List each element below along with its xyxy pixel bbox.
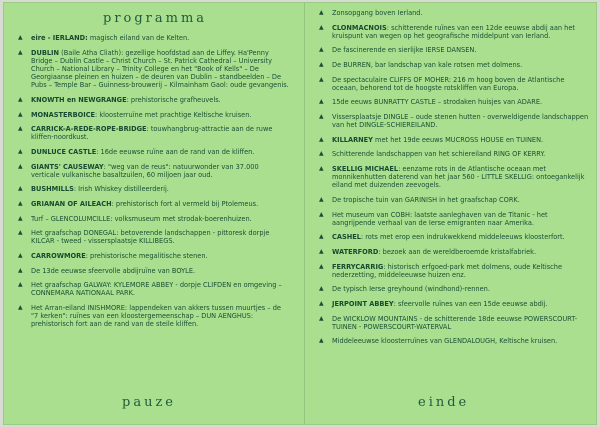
triangle-bullet-icon: ▲	[18, 48, 23, 56]
item-text: De 13de eeuwse sfeervolle abdijruïne van BOYLE.	[31, 266, 196, 275]
item-text: : prehistorische grafheuvels.	[126, 96, 221, 104]
item-text: De BURREN, bar landschap van kale rotsen met dolmens.	[332, 60, 523, 69]
item-text: Het museum van COBH: laatste aanleghaven van de Titanic - het aangrijpende verhaal van de Ierse emigranten naar Amerika.	[332, 210, 548, 227]
program-item	[17, 148, 289, 156]
item-text: Het Arran-eiland INISHMORE: lappendeken van akkers tussen muurtjes – de "7 kerken": ruïnes van een kloostergemeenschap – DUN AENGHUS: prehistorisch fort aan de rand van de steile kliffen.	[31, 303, 281, 329]
triangle-bullet-icon: ▲	[319, 150, 324, 158]
program-item	[318, 150, 590, 158]
item-text: magisch eiland van de Kelten.	[87, 34, 190, 42]
item-label: GIANTS' CAUSEWAY	[31, 162, 104, 171]
triangle-bullet-icon: ▲	[18, 199, 23, 207]
program-item	[17, 163, 289, 179]
item-label: GRIANAN OF AILEACH	[31, 199, 112, 208]
triangle-bullet-icon: ▲	[18, 185, 23, 193]
program-sheet	[3, 2, 597, 425]
left-item-list	[17, 34, 289, 329]
program-item	[318, 315, 590, 331]
item-text: Vissersplaatsje DINGLE – oude stenen hutten - overweldigende landschappen van het DINGLE-SCHIEREILAND.	[332, 112, 589, 130]
program-item	[17, 252, 289, 260]
item-text: De WICKLOW MOUNTAINS - de schitterende 18de eeuwse POWERSCOURT-TUINEN - POWERSCOURT-WATERVAL	[332, 314, 578, 331]
program-item	[17, 185, 289, 193]
program-item	[17, 96, 289, 104]
program-item	[318, 285, 590, 293]
item-text: Turf – GLENCOLUMCILLE: volksmuseum met strodak-boerenhuizen.	[31, 214, 252, 223]
program-heading: programma	[103, 11, 208, 26]
program-item	[17, 200, 289, 208]
item-label: FERRYCARRIG	[332, 262, 384, 271]
triangle-bullet-icon: ▲	[18, 96, 23, 103]
triangle-bullet-icon: ▲	[319, 299, 324, 307]
item-text: Schitterende landschappen van het schiereiland RING OF KERRY.	[332, 150, 546, 159]
program-item	[318, 113, 590, 129]
item-label: KILLARNEY	[332, 135, 373, 144]
item-text: : eenzame rots in de Atlantische oceaan met monnikenhutten daterend van het jaar 560 - LITTLE SKELLIG: ontoegankelijk eiland met duizenden zeevogels.	[332, 164, 585, 190]
item-text: : rots met erop een indrukwekkend middeleeuws kloosterfort.	[360, 233, 565, 242]
pause-label: pauze	[122, 395, 176, 410]
program-item	[17, 34, 289, 42]
item-label: SKELLIG MICHAEL	[332, 164, 399, 173]
program-item	[17, 49, 289, 90]
program-item	[17, 267, 289, 275]
triangle-bullet-icon: ▲	[319, 337, 324, 345]
item-label: CASHEL	[332, 233, 361, 242]
item-text: : sfeervolle ruïnes van een 15de eeuwse abdij.	[393, 299, 548, 308]
program-item	[318, 248, 590, 256]
program-item	[17, 229, 289, 245]
right-item-list	[318, 9, 590, 346]
triangle-bullet-icon: ▲	[319, 60, 324, 68]
triangle-bullet-icon: ▲	[319, 285, 324, 293]
program-item	[318, 136, 590, 144]
item-text: : bezoek aan de wereldberoemde kristalfabriek.	[378, 247, 537, 256]
triangle-bullet-icon: ▲	[319, 112, 324, 120]
program-item	[17, 125, 289, 141]
item-label: KNOWTH en NEWGRANGE	[31, 96, 127, 104]
program-item	[318, 233, 590, 241]
item-label: BUSHMILLS	[31, 185, 74, 194]
triangle-bullet-icon: ▲	[18, 125, 23, 133]
triangle-bullet-icon: ▲	[18, 147, 23, 155]
triangle-bullet-icon: ▲	[319, 23, 324, 31]
item-text: De tropische tuin van GARINISH in het graafschap CORK.	[332, 195, 520, 204]
triangle-bullet-icon: ▲	[18, 110, 23, 118]
item-text: 15de eeuws BUNRATTY CASTLE – strodaken huisjes van ADARE.	[332, 98, 543, 107]
program-item	[318, 76, 590, 92]
item-text: : Irish Whiskey distilleerderij.	[73, 185, 169, 194]
item-text: De typisch Ierse greyhound (windhond)-rennen.	[332, 285, 490, 294]
program-item	[318, 9, 590, 17]
triangle-bullet-icon: ▲	[18, 214, 23, 222]
triangle-bullet-icon: ▲	[319, 262, 324, 270]
item-text: : prehistorisch fort al vermeld bij Ptolemeus.	[111, 199, 259, 208]
program-item	[17, 304, 289, 329]
item-text: : "weg van de reus": natuurwonder van 37.000 verticale vulkanische basaltzuilen, 60 miljoen jaar oud.	[31, 162, 259, 179]
triangle-bullet-icon: ▲	[18, 251, 23, 259]
program-item	[17, 111, 289, 119]
end-label: einde	[418, 395, 470, 410]
program-item	[318, 61, 590, 69]
item-text: Het graafschap GALWAY: KYLEMORE ABBEY - dorpje CLIFDEN en omgeving – CONNEMARA NATIONAAL PARK.	[31, 281, 282, 298]
item-text: Zonsopgang boven Ierland.	[332, 9, 423, 17]
item-label: eire - IERLAND:	[31, 34, 88, 42]
item-label: JERPOINT ABBEY	[332, 299, 394, 308]
program-item	[318, 300, 590, 308]
triangle-bullet-icon: ▲	[319, 9, 324, 16]
program-item	[318, 46, 590, 54]
item-label: CARRICK-A-REDE-ROPE-BRIDGE	[31, 125, 147, 134]
triangle-bullet-icon: ▲	[18, 303, 23, 311]
program-item	[318, 165, 590, 190]
triangle-bullet-icon: ▲	[18, 162, 23, 170]
triangle-bullet-icon: ▲	[319, 314, 324, 322]
item-text: De fascinerende en sierlijke IERSE DANSEN.	[332, 46, 477, 55]
program-item	[17, 215, 289, 223]
program-item	[318, 196, 590, 204]
triangle-bullet-icon: ▲	[319, 233, 324, 241]
triangle-bullet-icon: ▲	[319, 195, 324, 203]
program-item	[318, 263, 590, 279]
triangle-bullet-icon: ▲	[319, 164, 324, 172]
item-label: WATERFORD	[332, 247, 379, 256]
triangle-bullet-icon: ▲	[18, 266, 23, 274]
item-text: : historisch erfgoed-park met dolmens, oude Keltische nederzetting, middeleeuwse huizen enz.	[332, 262, 563, 279]
item-text: Middeleeuwse kloosterruïnes van GLENDALOUGH, Keltische kruisen.	[332, 337, 558, 346]
program-item	[318, 337, 590, 345]
program-item	[318, 98, 590, 106]
item-label: DUBLIN	[31, 48, 60, 57]
triangle-bullet-icon: ▲	[319, 247, 324, 255]
program-item	[318, 211, 590, 227]
item-text: : prehistorische megalitische stenen.	[85, 251, 208, 260]
item-text: met het 19de eeuws MUCROSS HOUSE en TUINEN.	[372, 135, 544, 144]
triangle-bullet-icon: ▲	[18, 229, 23, 237]
item-text: : schitterende ruïnes van een 12de eeuwse abdij aan het kruispunt van wegen op het geografische middelpunt van Ierland.	[332, 23, 575, 40]
triangle-bullet-icon: ▲	[319, 46, 324, 54]
item-label: CLONMACNOIS	[332, 23, 387, 32]
triangle-bullet-icon: ▲	[18, 281, 23, 289]
triangle-bullet-icon: ▲	[319, 210, 324, 218]
item-text: : touwhangbrug-attractie aan de ruwe kliffen-noordkust.	[31, 125, 273, 142]
item-label: MONASTERBOICE	[31, 110, 96, 119]
item-label: CARROWMORE	[31, 251, 86, 260]
item-label: DUNLUCE CASTLE	[31, 147, 97, 156]
fold-line	[304, 3, 305, 424]
left-column	[17, 9, 289, 335]
program-item	[17, 281, 289, 297]
item-text: : 16de eeuwse ruïne aan de rand van de kliffen.	[96, 147, 255, 156]
triangle-bullet-icon: ▲	[319, 75, 324, 83]
triangle-bullet-icon: ▲	[319, 98, 324, 106]
program-item	[318, 24, 590, 40]
triangle-bullet-icon: ▲	[319, 135, 324, 143]
triangle-bullet-icon: ▲	[18, 34, 23, 41]
item-text: Het graafschap DONEGAL: betoverende landschappen - pittoresk dorpje KILCAR - tweed - vissersplaatsje KILLIBEGS.	[31, 229, 270, 246]
item-text: (Baile Atha Cliath): gezellige hoofdstad aan de Liffey. Ha'Penny Bridge – Dublin Castle – Christ Church – St. Patrick Cathedral – University Church – National Library – Trinity College en het "Book of Kells" – De Georgiaanse pleinen en huizen – de deuren van Dublin – standbeelden – De Pubs – Temple Bar – Guinness-brouwerij – Kilmainham Gaol: oude gevangenis.	[31, 48, 289, 90]
right-column	[318, 9, 590, 352]
item-text: : kloosterruïne met prachtige Keltische kruisen.	[95, 110, 252, 119]
item-text: De spectaculaire CLIFFS OF MOHER: 216 m hoog boven de Atlantische oceaan, behorend tot de hoogste rotskliffen van Europa.	[332, 75, 565, 92]
